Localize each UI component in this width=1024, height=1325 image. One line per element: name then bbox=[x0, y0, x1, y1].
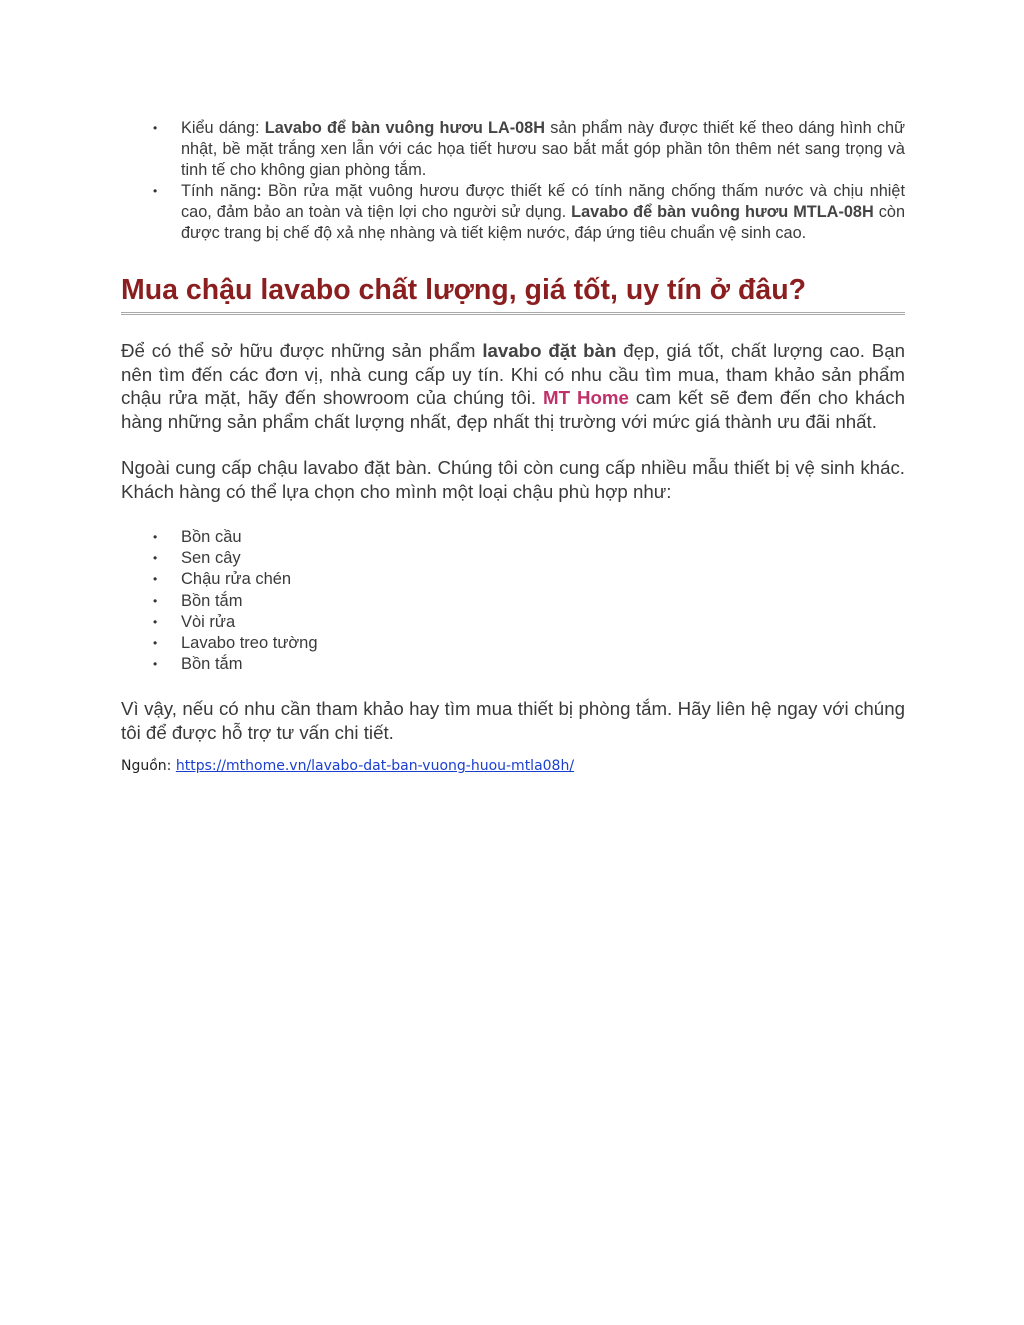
product-list bbox=[121, 527, 905, 675]
product-name-bold: Lavabo để bàn vuông hươu MTLA-08H bbox=[571, 203, 874, 221]
feature-item-style bbox=[121, 118, 905, 181]
product-label: Chậu rửa chén bbox=[181, 570, 292, 589]
offer-paragraph: Ngoài cung cấp chậu lavabo đặt bàn. Chúng tôi còn cung cấp nhiều mẫu thiết bị vệ sinh khác. Khách hàng có thể lựa chọn cho mình một loại chậu phù hợp như: bbox=[121, 457, 905, 502]
intro-text-end: cam kết sẽ đem đến cho khách hàng những sản phẩm chất lượng nhất, đẹp nhất thị trường với mức giá thành ưu đãi nhất. bbox=[121, 387, 906, 432]
brand-name: MT Home bbox=[543, 387, 629, 408]
bullet-icon: • bbox=[153, 530, 158, 544]
source-label: Nguồn: bbox=[121, 758, 176, 775]
feature-lead: Kiểu dáng: bbox=[181, 119, 265, 137]
bullet-icon: • bbox=[153, 121, 158, 135]
source-link[interactable]: https://mthome.vn/lavabo-dat-ban-vuong-huou-mtla08h/ bbox=[175, 758, 575, 775]
document-page bbox=[121, 118, 905, 774]
keyword-bold: lavabo đặt bàn bbox=[482, 340, 617, 361]
product-label: Bồn cầu bbox=[181, 528, 242, 546]
intro-text: Để có thể sở hữu được những sản phẩm bbox=[121, 340, 483, 361]
list-item bbox=[121, 591, 905, 612]
bullet-icon: • bbox=[153, 184, 158, 198]
bullet-icon: • bbox=[153, 657, 158, 672]
list-item bbox=[121, 612, 905, 633]
feature-text: Bồn rửa mặt vuông hươu được thiết kế có tính năng chống thấm nước và chịu nhiệt cao, đảm bảo an toàn và tiện lợi cho người sử dụng. bbox=[181, 182, 905, 221]
bullet-icon: • bbox=[153, 593, 158, 608]
list-item bbox=[121, 527, 905, 548]
contact-paragraph: Vì vậy, nếu có nhu cần tham khảo hay tìm mua thiết bị phòng tắm. Hãy liên hệ ngay với chúng tôi để được hỗ trợ tư vấn chi tiết. bbox=[121, 698, 905, 743]
list-item bbox=[121, 633, 905, 654]
list-item bbox=[121, 569, 905, 590]
product-label: Lavabo treo tường bbox=[181, 634, 318, 653]
product-label: Bồn tắm bbox=[181, 655, 243, 674]
section-heading: Mua chậu lavabo chất lượng, giá tốt, uy tín ở đâu? bbox=[121, 273, 905, 315]
product-name-bold: Lavabo để bàn vuông hươu LA-08H bbox=[264, 119, 545, 137]
feature-colon: : bbox=[256, 182, 262, 200]
product-label: Vòi rửa bbox=[181, 612, 236, 631]
feature-text: sản phẩm này được thiết kế theo dáng hình chữ nhật, bề mặt trắng xen lẫn với các họa tiết hươu sao bắt mắt góp phần tôn thêm nét sang trọng và tinh tế cho không gian phòng tắm. bbox=[181, 119, 905, 179]
bullet-icon: • bbox=[153, 614, 158, 629]
feature-lead: Tính năng bbox=[181, 182, 257, 200]
product-label: Sen cây bbox=[181, 549, 241, 568]
bullet-icon: • bbox=[153, 551, 158, 566]
feature-list bbox=[121, 118, 905, 244]
product-label: Bồn tắm bbox=[181, 591, 243, 610]
feature-text-end: còn được trang bị chế độ xả nhẹ nhàng và tiết kiệm nước, đáp ứng tiêu chuẩn vệ sinh cao. bbox=[181, 203, 906, 242]
list-item bbox=[121, 654, 905, 675]
bullet-icon: • bbox=[153, 572, 158, 587]
intro-text-cont: đẹp, giá tốt, chất lượng cao. Bạn nên tìm đến các đơn vị, nhà cung cấp uy tín. Khi có nhu cầu tìm mua, tham khảo sản phẩm chậu rửa mặt, hãy đến showroom của chúng tôi. bbox=[121, 340, 905, 408]
source-line bbox=[121, 758, 905, 774]
intro-paragraph bbox=[121, 339, 905, 433]
bullet-icon: • bbox=[153, 636, 158, 651]
feature-item-function bbox=[121, 181, 905, 244]
list-item bbox=[121, 548, 905, 569]
